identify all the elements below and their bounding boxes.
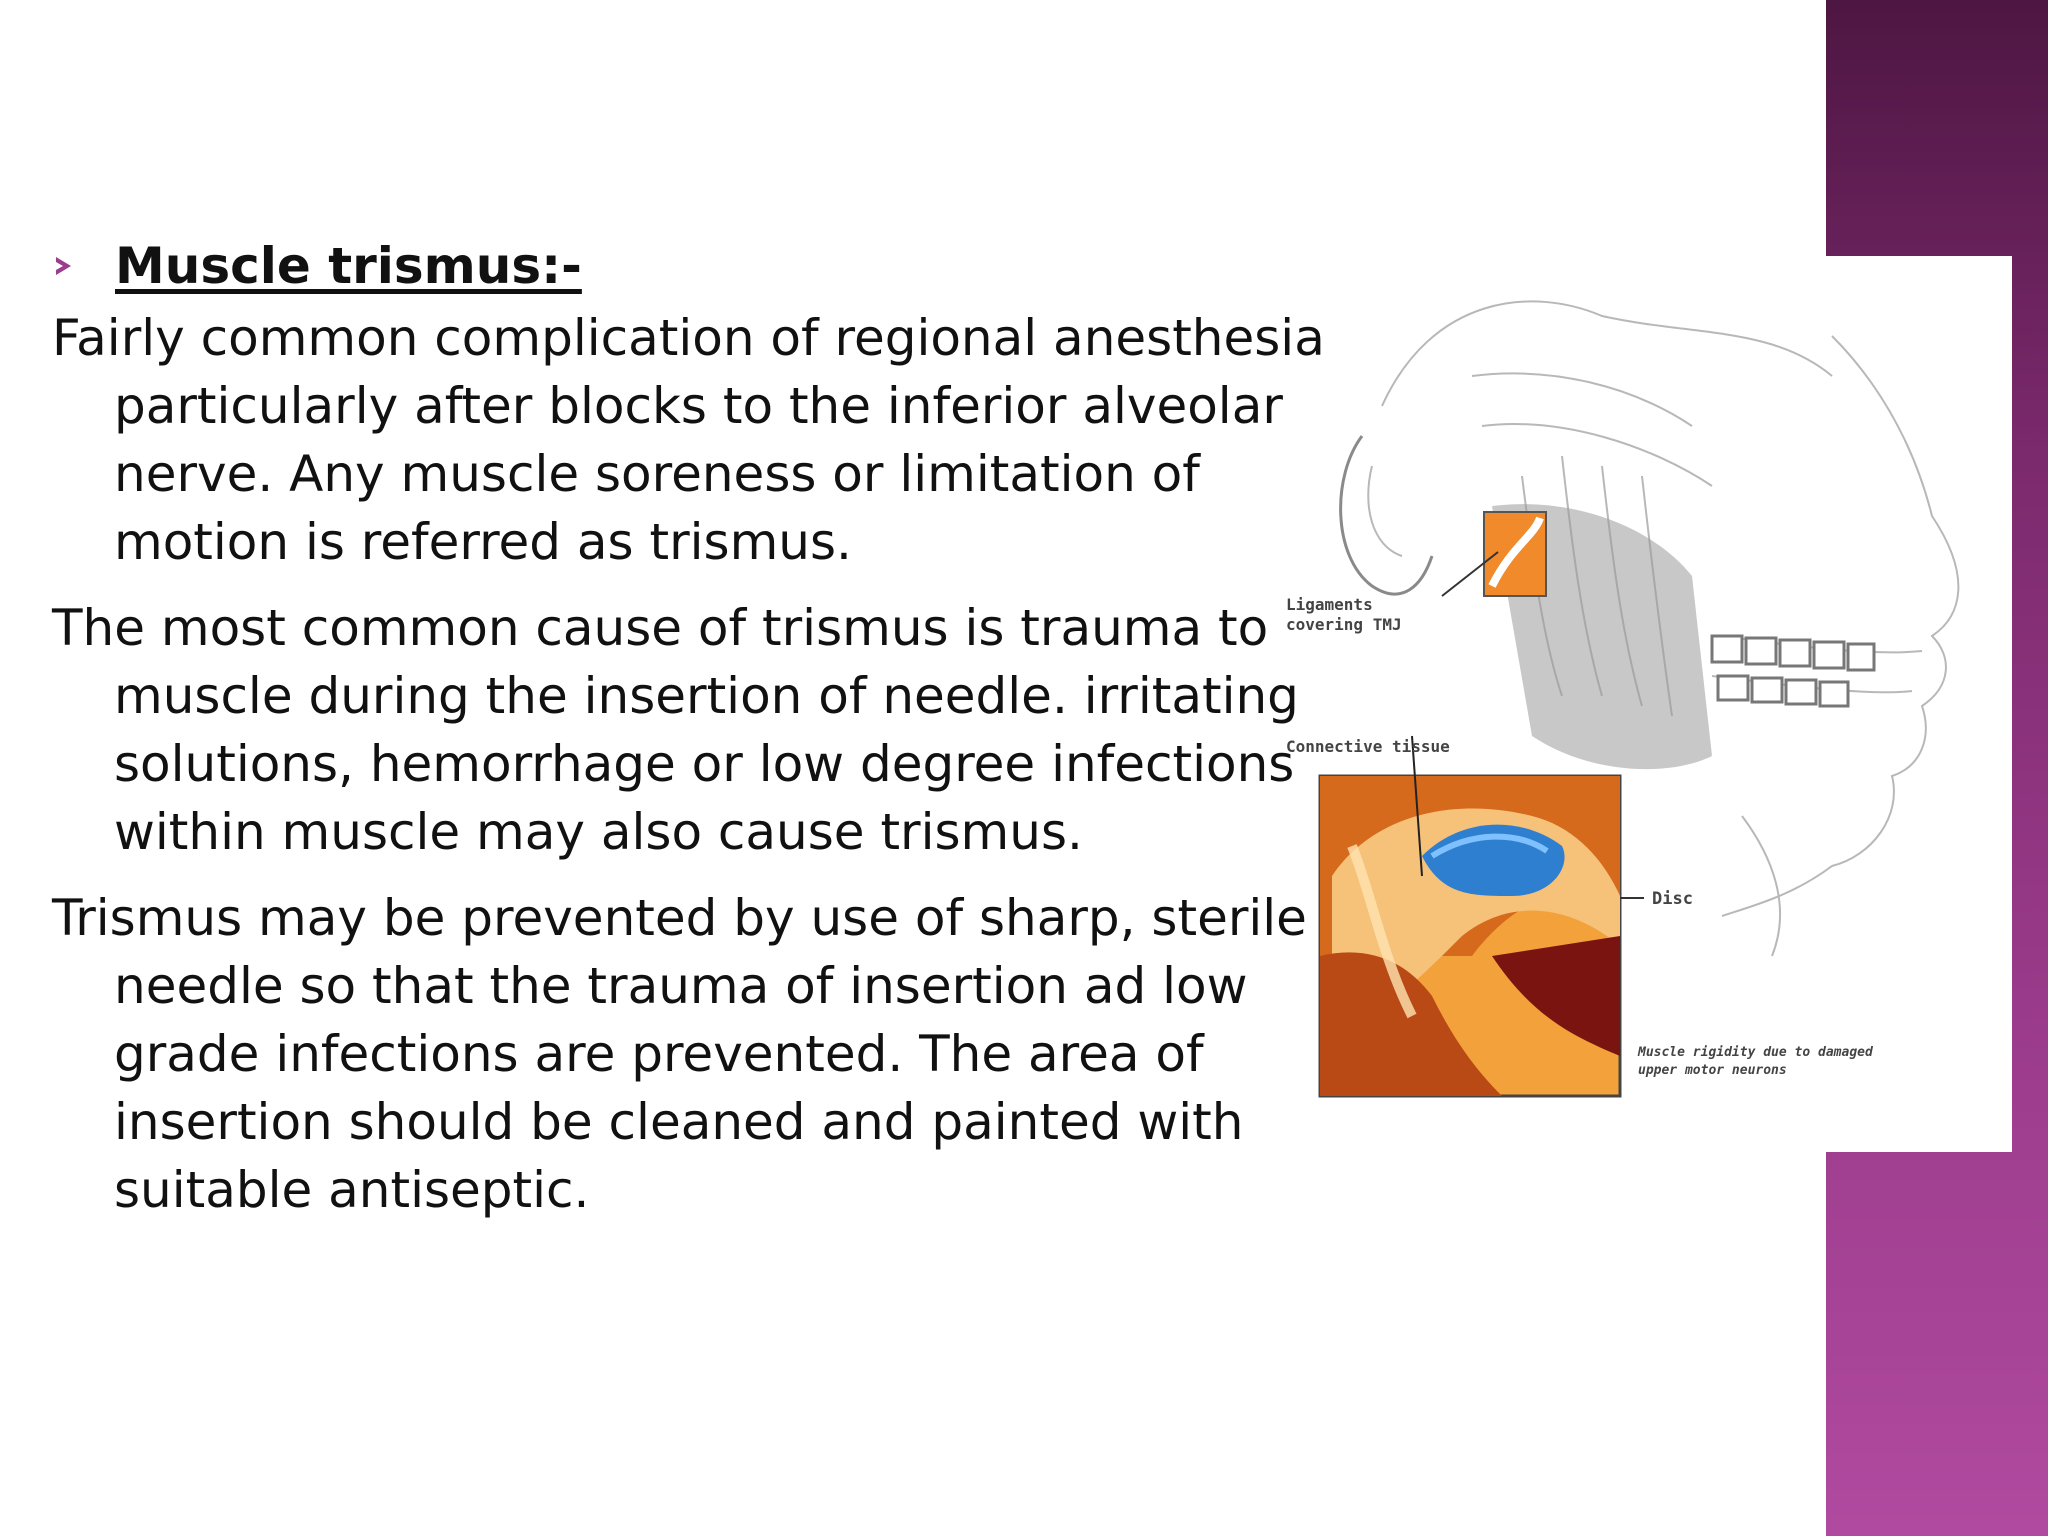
paragraph-definition: Fairly common complication of regional anesthesia particularly after blocks to the inferior alveolar nerve. Any muscle soreness or limitation of motion is referred as trismus. [52,309,1325,571]
caption-line2: upper motor neurons [1638,1063,1787,1078]
jaw-anatomy-figure [1272,256,2012,1152]
jaw-anatomy-illustration [1272,256,2012,1152]
paragraph-cause: The most common cause of trismus is trauma to muscle during the insertion of needle. irritating solutions, hemorrhage or low degree infections within muscle may also cause trismus. [52,599,1299,861]
paragraph-prevention: Trismus may be prevented by use of sharp, sterile needle so that the trauma of insertion ad low grade infections are prevented. The area of insertion should be cleaned and painted with suitable antiseptic. [52,889,1307,1219]
label-ligaments-line2: covering TMJ [1286,615,1402,634]
label-ligaments-line1: Ligaments [1286,595,1373,614]
heading-row [52,232,1372,300]
slide-body [52,232,1372,1242]
arrowhead-bullet-icon [56,257,71,275]
caption-line1: Muscle rigidity due to damaged [1638,1045,1873,1060]
label-disc: Disc [1652,889,1693,909]
slide-heading: Muscle trismus:- [115,237,582,295]
label-connective-tissue: Connective tissue [1286,737,1450,756]
